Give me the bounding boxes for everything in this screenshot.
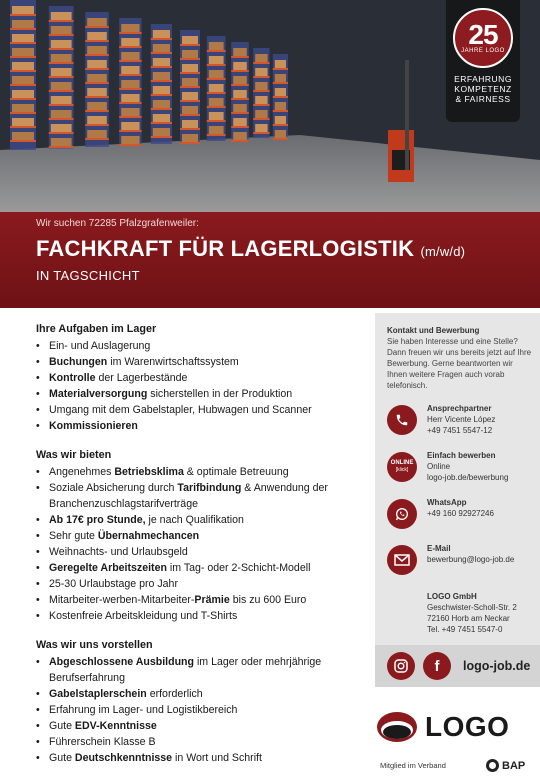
membership-note: Mitglied im Verband [380, 761, 446, 770]
facebook-icon[interactable] [423, 652, 451, 680]
item-text: & Anwendung der Branchenzuschlagstarifverträge [49, 482, 328, 510]
badge-sub: JAHRE LOGO [461, 48, 505, 54]
bullet-list [36, 464, 366, 624]
anniversary-circle [453, 8, 513, 68]
badge-line: ERFAHRUNG [454, 74, 512, 84]
list-item [36, 592, 366, 608]
contact-online[interactable] [387, 450, 532, 483]
bullet-list [36, 338, 366, 434]
job-subtitle: IN TAGSCHICHT [36, 268, 140, 283]
item-highlight: Betriebsklima [114, 466, 184, 478]
contact-intro: Sie haben Interesse und eine Stelle? Dann freuen wir uns bereits jetzt auf Ihre Bewerbung. Gerne beantworten wir Ihnen weitere Fragen auch vorab telefonisch. [387, 337, 532, 390]
logo-mark-icon [375, 709, 419, 745]
item-highlight: Prämie [194, 594, 230, 606]
list-item [36, 544, 366, 560]
contact-line: E-Mail [427, 544, 451, 553]
item-text: & optimale Betreuung [183, 466, 289, 478]
item-text: im Warenwirtschaftssystem [107, 356, 239, 368]
bap-mark-icon [486, 759, 499, 772]
item-highlight: Materialversorgung [49, 388, 148, 400]
item-highlight: Kontrolle [49, 372, 96, 384]
address-line: 72160 Horb am Neckar [427, 614, 510, 623]
item-text: erforderlich [146, 688, 203, 700]
list-item [36, 718, 366, 734]
contact-line: +49 160 92927246 [427, 509, 494, 518]
section-heading: Was wir bieten [36, 449, 112, 461]
contact-sidebar [375, 313, 540, 645]
instagram-icon[interactable] [387, 652, 415, 680]
item-highlight: Kommissionieren [49, 420, 138, 432]
bap-text: BAP [502, 759, 526, 772]
hero-image [0, 0, 540, 212]
item-text: Umgang mit dem Gabelstapler, Hubwagen und Scanner [49, 404, 312, 416]
online-application-link[interactable]: logo-job.de/bewerbung [427, 473, 509, 482]
company-logo [375, 703, 540, 751]
online-icon-label: ONLINE [390, 460, 414, 466]
job-title [36, 236, 540, 262]
mail-icon [387, 545, 417, 575]
list-item [36, 702, 366, 718]
bullet-list [36, 654, 366, 766]
section-heading: Was wir uns vorstellen [36, 639, 153, 651]
job-details [36, 321, 366, 779]
logo-text: LOGO [425, 711, 510, 742]
section [36, 637, 366, 766]
address-line: Tel. +49 7451 5547-0 [427, 625, 503, 634]
list-item [36, 560, 366, 576]
list-item [36, 654, 366, 686]
item-text: je nach Qualifikation [145, 514, 244, 526]
item-text: bis zu 600 Euro [229, 594, 307, 606]
item-text: Weihnachts- und Urlaubsgeld [49, 546, 188, 558]
facebook-glyph: f [434, 657, 440, 675]
item-text: im Tag- oder 2-Schicht-Modell [166, 562, 311, 574]
badge-line: & FAIRNESS [455, 94, 511, 104]
section-heading: Ihre Aufgaben im Lager [36, 323, 157, 335]
list-item [36, 528, 366, 544]
item-text: Ein- und Auslagerung [49, 340, 151, 352]
contact-line: Online [427, 462, 451, 471]
list-item [36, 418, 366, 434]
item-highlight: Buchungen [49, 356, 108, 368]
contact-line: Herr Vicente López [427, 415, 496, 424]
contact-whatsapp[interactable] [387, 497, 532, 529]
badge-claims [454, 74, 512, 104]
website-link[interactable]: logo-job.de [463, 659, 531, 673]
item-text: Gute [49, 720, 75, 732]
list-item [36, 480, 366, 512]
list-item [36, 734, 366, 750]
item-highlight: Deutschkenntnisse [74, 752, 173, 764]
anniversary-badge [446, 0, 520, 122]
list-item [36, 750, 366, 766]
contact-line: Ansprechpartner [427, 404, 492, 413]
item-highlight: Gabelstaplerschein [49, 688, 147, 700]
item-text: Führerschein Klasse B [49, 736, 156, 748]
item-highlight: Geregelte Arbeitszeiten [49, 562, 167, 574]
list-item [36, 512, 366, 528]
list-item [36, 464, 366, 480]
item-text: Soziale Absicherung durch [49, 482, 178, 494]
item-text: Kostenfreie Arbeitskleidung und T-Shirts [49, 610, 238, 622]
list-item [36, 386, 366, 402]
item-text: 25-30 Urlaubstage pro Jahr [49, 578, 178, 590]
job-intro: Wir suchen 72285 Pfalzgrafenweiler: [36, 218, 199, 229]
item-text: sicherstellen in der Produktion [147, 388, 293, 400]
item-text: in Wort und Schrift [172, 752, 262, 764]
badge-number: 25 [468, 19, 498, 50]
item-highlight: Übernahmechancen [97, 530, 200, 542]
company-address [427, 591, 532, 635]
section [36, 447, 366, 624]
item-text: der Lagerbestände [95, 372, 188, 384]
item-text: Angenehmes [49, 466, 115, 478]
list-item [36, 338, 366, 354]
list-item [36, 354, 366, 370]
contact-email[interactable] [387, 543, 532, 575]
job-title-suffix: (m/w/d) [420, 244, 466, 259]
title-band [0, 212, 540, 308]
item-highlight: EDV-Kenntnisse [74, 720, 157, 732]
item-text: Mitarbeiter-werben-Mitarbeiter- [49, 594, 195, 606]
online-icon [387, 452, 417, 482]
address-line: Geschwister-Scholl-Str. 2 [427, 603, 517, 612]
item-highlight: Ab 17€ pro Stunde, [49, 514, 146, 526]
job-title-text: FACHKRAFT FÜR LAGERLOGISTIK [36, 236, 415, 261]
contact-phone[interactable] [387, 403, 532, 436]
contact-heading: Kontakt und Bewerbung [387, 326, 480, 335]
list-item [36, 370, 366, 386]
contact-line: WhatsApp [427, 498, 467, 507]
contact-line: +49 7451 5547-12 [427, 426, 493, 435]
phone-icon [387, 405, 417, 435]
item-text: Gute [49, 752, 75, 764]
item-text: Sehr gute [49, 530, 98, 542]
list-item [36, 402, 366, 418]
item-highlight: Abgeschlossene Ausbildung [49, 656, 194, 668]
item-text: im Lager oder mehrjährige Berufserfahrung [49, 656, 322, 684]
email-link[interactable]: bewerbung@logo-job.de [427, 555, 515, 564]
badge-line: KOMPETENZ [454, 84, 512, 94]
section [36, 321, 366, 434]
online-icon-sub: [klick] [395, 467, 409, 473]
social-bar [375, 645, 540, 687]
item-highlight: Tarifbindung [177, 482, 242, 494]
list-item [36, 686, 366, 702]
item-text: Erfahrung im Lager- und Logistikbereich [49, 704, 238, 716]
address-company: LOGO GmbH [427, 592, 477, 601]
whatsapp-icon [387, 499, 417, 529]
list-item [36, 608, 366, 624]
list-item [36, 576, 366, 592]
bap-logo [486, 759, 525, 772]
contact-line: Einfach bewerben [427, 451, 496, 460]
